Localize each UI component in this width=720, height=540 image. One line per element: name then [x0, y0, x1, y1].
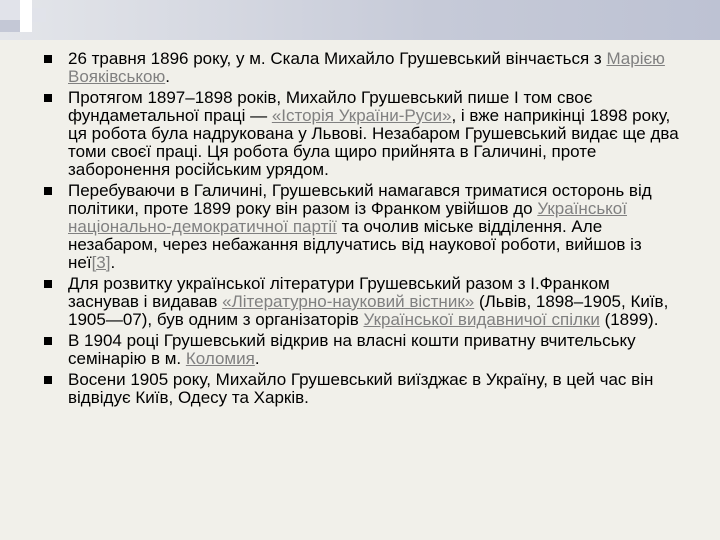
link-national-democratic-party[interactable]: Української національно-демократичної партії	[68, 199, 627, 236]
text-run: та очолив міське відділення. Але незабаром, через небажання відлучатись від наукової роботи, вийшов із неї	[68, 217, 642, 272]
corner-square	[0, 0, 20, 20]
link-literaturno-naukovyi-vistnyk[interactable]: «Літературно-науковий вістник»	[222, 292, 475, 311]
text-run: Перебуваючи в Галичині, Грушевський намагався триматися осторонь від політики, проте 1899 року він разом із Франком увійшов до	[68, 181, 652, 218]
link-ukrainian-publishing-union[interactable]: Української видавничої спілки	[363, 310, 600, 329]
text-run: , і вже наприкінці 1898 року, ця робота була надрукована у Львові. Незабаром Грушевський видає ще два томи своєї праці. Ця робота була щиро прийнята в Галичині, проте заборонення російським урядом.	[68, 106, 679, 179]
text-run: 26 травня 1896 року, у м. Скала Михайло Грушевський вінчається з	[68, 49, 607, 68]
square-bullet-icon	[44, 280, 52, 288]
square-bullet-icon	[44, 94, 52, 102]
square-bullet-icon	[44, 337, 52, 345]
text-run: В 1904 році Грушевський відкрив на власні кошти приватну вчительську семінарію в м.	[68, 331, 636, 368]
footnote-link[interactable]: [3]	[91, 253, 111, 272]
text-run: (1899).	[599, 310, 659, 329]
list-item	[40, 371, 680, 407]
text-run: .	[165, 67, 170, 86]
link-kolomyia[interactable]: Коломия	[185, 349, 255, 368]
list-item	[40, 332, 680, 368]
item-text	[68, 181, 652, 272]
link-mariia-voiakivska[interactable]: Марією Вояківською	[68, 49, 665, 86]
list-item	[40, 50, 680, 86]
list-item	[40, 89, 680, 179]
square-bullet-icon	[44, 376, 52, 384]
list-item	[40, 275, 680, 329]
item-text	[68, 331, 636, 368]
square-bullet-icon	[44, 187, 52, 195]
text-run: .	[110, 253, 116, 272]
square-bullet-icon	[44, 55, 52, 63]
item-text	[68, 274, 668, 329]
list-item	[40, 182, 680, 272]
link-istoriia-ukrainy-rusy[interactable]: «Історія України-Руси»	[271, 106, 452, 125]
text-run: Восени 1905 року, Михайло Грушевський виїзджає в Україну, в цей час він відвідує Київ, Одесу та Харків.	[68, 370, 654, 407]
corner-square	[32, 8, 46, 22]
header-decoration-bar	[0, 0, 720, 40]
corner-square	[20, 0, 32, 20]
item-text	[68, 370, 653, 407]
text-run: .	[254, 349, 260, 368]
corner-square	[0, 20, 20, 32]
text-run: Протягом 1897–1898 років, Михайло Грушевський пише І том своє фундаметальної праці —	[68, 88, 593, 125]
item-text	[68, 49, 665, 86]
slide-content	[40, 50, 680, 410]
text-run: Для розвитку української літератури Грушевський разом з І.Франком заснував і видавав	[68, 274, 610, 311]
item-text	[68, 88, 679, 179]
corner-square	[20, 20, 32, 32]
text-run: (Львів, 1898–1905, Київ, 1905—07), був одним з організаторів	[68, 292, 669, 329]
